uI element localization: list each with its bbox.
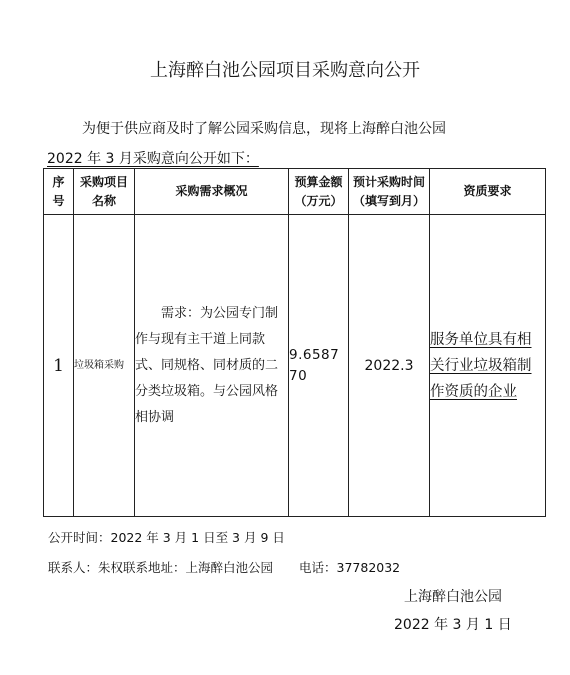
phone-info: 电话：37782032 <box>299 560 401 575</box>
header-name: 采购项目 名称 <box>74 169 135 215</box>
header-qual: 资质要求 <box>430 169 546 215</box>
contact-line <box>48 558 400 576</box>
row-project-name: 垃圾箱采购 <box>74 215 135 517</box>
signature-date: 2022 年 3 月 1 日 <box>394 617 512 633</box>
intro-line-2-text: 2022 年 3 月采购意向公开如下： <box>47 151 259 167</box>
row-description: 需求：为公园专门制作与现有主干道上同款式、同规格、同材质的二分类垃圾箱。与公园风格相协调 <box>135 215 289 517</box>
contact-info: 联系人：朱权联系地址：上海醉白池公园 <box>48 560 274 575</box>
publish-time: 公开时间：2022 年 3 月 1 日至 3 月 9 日 <box>48 530 285 545</box>
signature-org: 上海醉白池公园 <box>404 589 502 605</box>
row-budget: 9.658770 <box>289 215 349 517</box>
row-time: 2022.3 <box>349 215 430 517</box>
intro-line-1: 为便于供应商及时了解公园采购信息，现将上海醉白池公园 <box>82 121 446 137</box>
header-time: 预计采购时间 （填写到月） <box>349 169 430 215</box>
table-row <box>44 215 546 517</box>
procurement-table <box>43 168 546 517</box>
header-no: 序 号 <box>44 169 74 215</box>
intro-line-2 <box>47 148 259 168</box>
page-title: 上海醉白池公园项目采购意向公开 <box>150 60 420 81</box>
row-qualification: 服务单位具有相关行业垃圾箱制作资质的企业 <box>430 215 546 517</box>
table-header-row <box>44 169 546 215</box>
row-number: 1 <box>44 215 74 517</box>
header-desc: 采购需求概况 <box>135 169 289 215</box>
header-budget: 预算金额 （万元） <box>289 169 349 215</box>
